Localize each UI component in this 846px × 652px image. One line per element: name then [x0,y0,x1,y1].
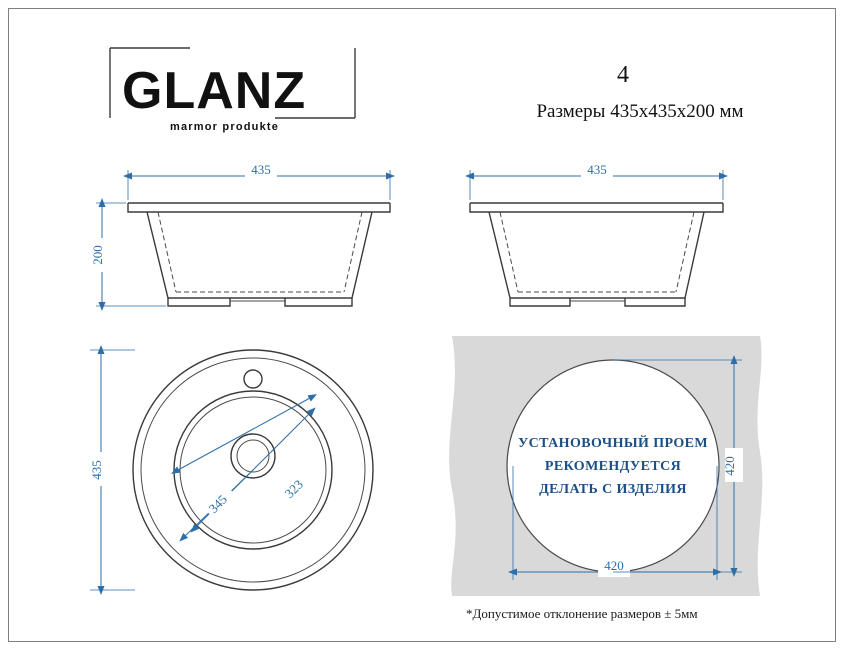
front-width-dim: 435 [251,162,271,177]
front-section-view [90,162,390,306]
side-width-dim: 435 [587,162,607,177]
plan-outer-dim: 435 [89,460,104,480]
cutout-width-dim: 420 [604,558,624,573]
cutout-height-dim: 420 [722,456,737,476]
dimensions-label: Размеры 435x435x200 мм [536,101,744,122]
front-height-dim: 200 [90,245,105,265]
bowl-diameter-dim: 323 [281,476,307,502]
tolerance-note: *Допустимое отклонение размеров ± 5мм [466,606,698,621]
cutout-note-line-2: РЕКОМЕНДУЕТСЯ [544,459,682,474]
brand-logo [110,48,355,133]
side-section-view [470,162,723,306]
brand-name: GLANZ [122,62,307,120]
model-number: 4 [617,62,629,88]
inner-diameter-dim: 345 [205,491,231,517]
cutout-note-line-1: УСТАНОВОЧНЫЙ ПРОЕМ [517,436,709,451]
brand-tagline: marmor produkte [170,121,280,133]
top-plan-view [89,350,373,590]
cutout-note-line-3: ДЕЛАТЬ С ИЗДЕЛИЯ [539,482,687,497]
cutout-view [449,336,762,596]
